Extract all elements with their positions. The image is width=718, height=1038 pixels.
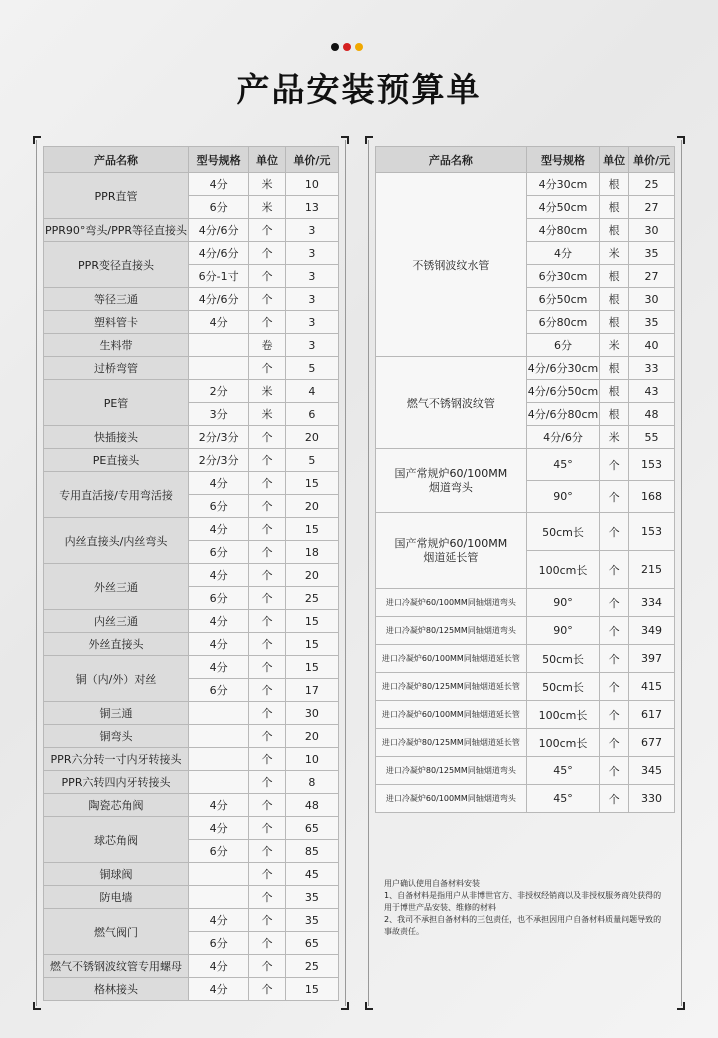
product-spec: 4分 [526,242,599,265]
product-unit: 根 [600,196,629,219]
product-unit: 个 [249,955,285,978]
product-unit: 个 [249,449,285,472]
product-unit: 个 [249,564,285,587]
product-spec: 4分 [189,909,249,932]
product-unit: 个 [249,817,285,840]
product-spec: 50cm长 [526,513,599,551]
product-price: 20 [285,426,338,449]
table-row [44,472,339,495]
product-name: 燃气不锈钢波纹管 [376,357,527,449]
right-price-table [375,146,675,813]
product-spec [189,863,249,886]
product-spec: 6分80cm [526,311,599,334]
product-name: 铜球阀 [44,863,189,886]
table-row [44,610,339,633]
product-spec: 6分 [189,196,249,219]
product-price: 15 [285,656,338,679]
product-unit: 个 [249,932,285,955]
product-unit: 根 [600,357,629,380]
product-name: 生料带 [44,334,189,357]
product-unit: 米 [249,173,285,196]
product-name: 快插接头 [44,426,189,449]
table-row [376,757,675,785]
product-spec: 45° [526,757,599,785]
product-price: 3 [285,311,338,334]
product-price: 3 [285,265,338,288]
product-name: 燃气阀门 [44,909,189,955]
product-unit: 个 [249,656,285,679]
header-unit: 单位 [600,147,629,173]
product-price: 27 [628,265,674,288]
product-name: 过桥弯管 [44,357,189,380]
product-unit: 米 [600,426,629,449]
product-unit: 个 [600,589,629,617]
product-price: 25 [285,587,338,610]
product-spec: 6分 [189,932,249,955]
header-name: 产品名称 [376,147,527,173]
notes-line-1: 用户确认使用自备材料安装 [384,879,480,888]
product-spec: 3分 [189,403,249,426]
table-row [44,748,339,771]
product-unit: 米 [249,403,285,426]
dot-red [343,43,351,51]
product-spec: 4分 [189,610,249,633]
product-spec: 4分/6分 [189,288,249,311]
page-title: 产品安装预算单 [236,70,482,109]
table-row [376,645,675,673]
product-price: 30 [628,219,674,242]
product-unit: 个 [249,725,285,748]
product-price: 349 [628,617,674,645]
product-unit: 个 [249,311,285,334]
product-unit: 米 [600,334,629,357]
product-name: PPR六转四内牙转接头 [44,771,189,794]
product-spec: 45° [526,449,599,481]
product-unit: 个 [600,481,629,513]
product-price: 8 [285,771,338,794]
product-name: 进口冷凝炉60/100MM同轴烟道弯头 [376,589,527,617]
table-row [44,955,339,978]
product-spec: 4分 [189,564,249,587]
product-unit: 个 [600,729,629,757]
product-unit: 根 [600,380,629,403]
table-row [44,771,339,794]
product-unit: 根 [600,403,629,426]
product-unit: 米 [249,196,285,219]
product-price: 35 [285,909,338,932]
product-price: 3 [285,288,338,311]
product-price: 415 [628,673,674,701]
product-price: 27 [628,196,674,219]
product-price: 30 [285,702,338,725]
product-name: 铜弯头 [44,725,189,748]
product-spec: 6分 [189,541,249,564]
product-unit: 个 [249,357,285,380]
product-price: 5 [285,449,338,472]
table-row [44,886,339,909]
product-name: 进口冷凝炉60/100MM同轴烟道弯头 [376,785,527,813]
table-row [376,173,675,196]
product-name: PE直接头 [44,449,189,472]
table-row [376,617,675,645]
table-row [376,589,675,617]
product-price: 15 [285,633,338,656]
product-unit: 个 [249,518,285,541]
product-price: 65 [285,932,338,955]
header-spec: 型号规格 [189,147,249,173]
product-spec: 4分50cm [526,196,599,219]
product-spec: 6分 [189,679,249,702]
product-spec: 4分 [189,518,249,541]
product-price: 20 [285,564,338,587]
product-spec: 2分/3分 [189,426,249,449]
product-unit: 根 [600,288,629,311]
product-price: 153 [628,449,674,481]
table-row [44,173,339,196]
product-name: 外丝直接头 [44,633,189,656]
product-unit: 个 [249,541,285,564]
table-row [44,219,339,242]
product-price: 168 [628,481,674,513]
notes-line-2: 1、自备材料是指用户从非博世官方、非授权经销商以及非授权服务商处获得的用于博世产品安装、维修的材料 [384,891,662,912]
product-unit: 个 [249,587,285,610]
product-price: 85 [285,840,338,863]
product-price: 43 [628,380,674,403]
product-price: 25 [285,955,338,978]
product-name: PPR六分转一寸内牙转接头 [44,748,189,771]
product-price: 397 [628,645,674,673]
product-price: 330 [628,785,674,813]
product-price: 345 [628,757,674,785]
product-spec: 90° [526,481,599,513]
table-row [44,564,339,587]
product-name: 进口冷凝炉60/100MM同轴烟道延长管 [376,645,527,673]
table-row [44,863,339,886]
product-price: 35 [628,242,674,265]
product-price: 40 [628,334,674,357]
product-price: 6 [285,403,338,426]
table-row [44,978,339,1001]
product-spec: 4分/6分30cm [526,357,599,380]
user-notes [384,878,669,938]
product-name: 进口冷凝炉80/125MM同轴烟道延长管 [376,729,527,757]
product-unit: 个 [249,472,285,495]
product-spec: 4分 [189,978,249,1001]
product-spec: 100cm长 [526,701,599,729]
product-unit: 个 [600,701,629,729]
product-spec: 4分 [189,311,249,334]
header-price: 单价/元 [628,147,674,173]
dot-black [331,43,339,51]
table-row [44,449,339,472]
table-row [376,785,675,813]
product-unit: 米 [600,242,629,265]
product-name: 进口冷凝炉80/125MM同轴烟道弯头 [376,757,527,785]
table-row [44,817,339,840]
product-price: 677 [628,729,674,757]
product-price: 17 [285,679,338,702]
product-price: 65 [285,817,338,840]
product-price: 3 [285,242,338,265]
product-price: 13 [285,196,338,219]
table-row [44,702,339,725]
product-spec: 6分30cm [526,265,599,288]
product-name: 不锈钢波纹水管 [376,173,527,357]
product-name: 进口冷凝炉80/125MM同轴烟道延长管 [376,673,527,701]
product-spec [189,725,249,748]
product-spec: 6分 [189,587,249,610]
table-row [44,518,339,541]
product-spec: 100cm长 [526,551,599,589]
product-spec [189,886,249,909]
table-row [376,357,675,380]
product-unit: 个 [249,794,285,817]
product-spec: 4分 [189,656,249,679]
product-unit: 个 [249,288,285,311]
product-name: 专用直活接/专用弯活接 [44,472,189,518]
table-row [44,288,339,311]
product-spec: 4分 [189,955,249,978]
product-name: PPR直管 [44,173,189,219]
product-unit: 个 [249,265,285,288]
product-price: 10 [285,748,338,771]
product-spec: 50cm长 [526,673,599,701]
product-spec: 90° [526,617,599,645]
product-unit: 根 [600,265,629,288]
table-row [376,729,675,757]
right-price-panel [368,140,682,1006]
dot-yellow [355,43,363,51]
product-price: 25 [628,173,674,196]
product-price: 20 [285,725,338,748]
product-spec: 6分-1寸 [189,265,249,288]
product-name: 铜三通 [44,702,189,725]
product-unit: 个 [249,748,285,771]
product-spec [189,748,249,771]
table-row [44,909,339,932]
table-row [44,794,339,817]
product-name: 防电墙 [44,886,189,909]
product-price: 4 [285,380,338,403]
product-spec: 4分/6分 [189,242,249,265]
table-row [376,449,675,481]
product-price: 18 [285,541,338,564]
product-name: 塑料管卡 [44,311,189,334]
product-spec: 4分/6分80cm [526,403,599,426]
product-unit: 个 [600,551,629,589]
product-spec: 2分 [189,380,249,403]
table-row [44,357,339,380]
table-row [44,380,339,403]
product-name: PPR变径直接头 [44,242,189,288]
product-spec: 4分 [189,633,249,656]
table-row [376,673,675,701]
product-unit: 个 [249,495,285,518]
product-spec: 6分 [189,495,249,518]
product-unit: 个 [600,757,629,785]
product-spec: 4分/6分 [189,219,249,242]
product-name: 铜（内/外）对丝 [44,656,189,702]
product-unit: 个 [249,610,285,633]
product-price: 48 [628,403,674,426]
product-unit: 个 [600,785,629,813]
product-price: 35 [285,886,338,909]
product-unit: 根 [600,311,629,334]
product-name: 等径三通 [44,288,189,311]
decorative-dots [331,43,363,51]
product-unit: 个 [249,909,285,932]
product-name: 内丝三通 [44,610,189,633]
product-name: 燃气不锈钢波纹管专用螺母 [44,955,189,978]
product-price: 3 [285,219,338,242]
product-price: 153 [628,513,674,551]
product-price: 55 [628,426,674,449]
product-unit: 个 [600,617,629,645]
product-price: 3 [285,334,338,357]
product-price: 45 [285,863,338,886]
product-unit: 个 [249,679,285,702]
product-spec: 4分 [189,817,249,840]
header-name: 产品名称 [44,147,189,173]
product-price: 35 [628,311,674,334]
table-row [44,656,339,679]
product-spec [189,702,249,725]
product-unit: 个 [249,242,285,265]
notes-line-3: 2、我司不承担自备材料的三包责任，也不承担因用户自备材料质量问题导致的事故责任。 [384,915,662,936]
product-unit: 个 [600,449,629,481]
product-name: 国产常规炉60/100MM 烟道延长管 [376,513,527,589]
product-spec: 4分 [189,173,249,196]
table-row [376,513,675,551]
product-price: 15 [285,610,338,633]
product-name: 球芯角阀 [44,817,189,863]
product-spec: 4分/6分50cm [526,380,599,403]
product-spec: 6分 [189,840,249,863]
product-spec: 6分50cm [526,288,599,311]
product-spec: 4分30cm [526,173,599,196]
product-unit: 个 [249,633,285,656]
product-name: 外丝三通 [44,564,189,610]
table-row [44,242,339,265]
product-unit: 根 [600,173,629,196]
product-spec: 4分 [189,472,249,495]
left-price-table [43,146,339,1001]
product-price: 5 [285,357,338,380]
product-spec [189,334,249,357]
product-unit: 个 [249,978,285,1001]
product-name: PPR90°弯头/PPR等径直接头 [44,219,189,242]
product-unit: 个 [249,219,285,242]
product-unit: 卷 [249,334,285,357]
product-spec: 45° [526,785,599,813]
table-row [44,311,339,334]
product-name: PE管 [44,380,189,426]
table-row [44,426,339,449]
product-spec [189,357,249,380]
product-unit: 个 [600,645,629,673]
product-price: 334 [628,589,674,617]
product-price: 15 [285,518,338,541]
product-spec: 4分/6分 [526,426,599,449]
product-spec: 50cm长 [526,645,599,673]
product-name: 进口冷凝炉80/125MM同轴烟道弯头 [376,617,527,645]
header-unit: 单位 [249,147,285,173]
product-spec: 4分80cm [526,219,599,242]
product-price: 15 [285,978,338,1001]
product-unit: 根 [600,219,629,242]
product-spec: 4分 [189,794,249,817]
product-price: 33 [628,357,674,380]
product-spec: 2分/3分 [189,449,249,472]
product-price: 48 [285,794,338,817]
product-name: 陶瓷芯角阀 [44,794,189,817]
product-unit: 个 [600,513,629,551]
product-name: 进口冷凝炉60/100MM同轴烟道延长管 [376,701,527,729]
product-price: 617 [628,701,674,729]
product-name: 格林接头 [44,978,189,1001]
product-price: 15 [285,472,338,495]
product-unit: 个 [249,886,285,909]
table-row [44,725,339,748]
table-row [44,633,339,656]
product-price: 30 [628,288,674,311]
product-unit: 个 [249,426,285,449]
product-name: 内丝直接头/内丝弯头 [44,518,189,564]
product-unit: 米 [249,380,285,403]
product-spec: 6分 [526,334,599,357]
product-name: 国产常规炉60/100MM 烟道弯头 [376,449,527,513]
product-spec: 100cm长 [526,729,599,757]
product-unit: 个 [249,840,285,863]
header-price: 单价/元 [285,147,338,173]
product-spec: 90° [526,589,599,617]
product-unit: 个 [249,702,285,725]
product-unit: 个 [249,863,285,886]
product-unit: 个 [600,673,629,701]
left-price-panel [36,140,346,1006]
product-price: 10 [285,173,338,196]
table-row [44,334,339,357]
product-unit: 个 [249,771,285,794]
header-spec: 型号规格 [526,147,599,173]
product-spec [189,771,249,794]
product-price: 20 [285,495,338,518]
product-price: 215 [628,551,674,589]
table-row [376,701,675,729]
